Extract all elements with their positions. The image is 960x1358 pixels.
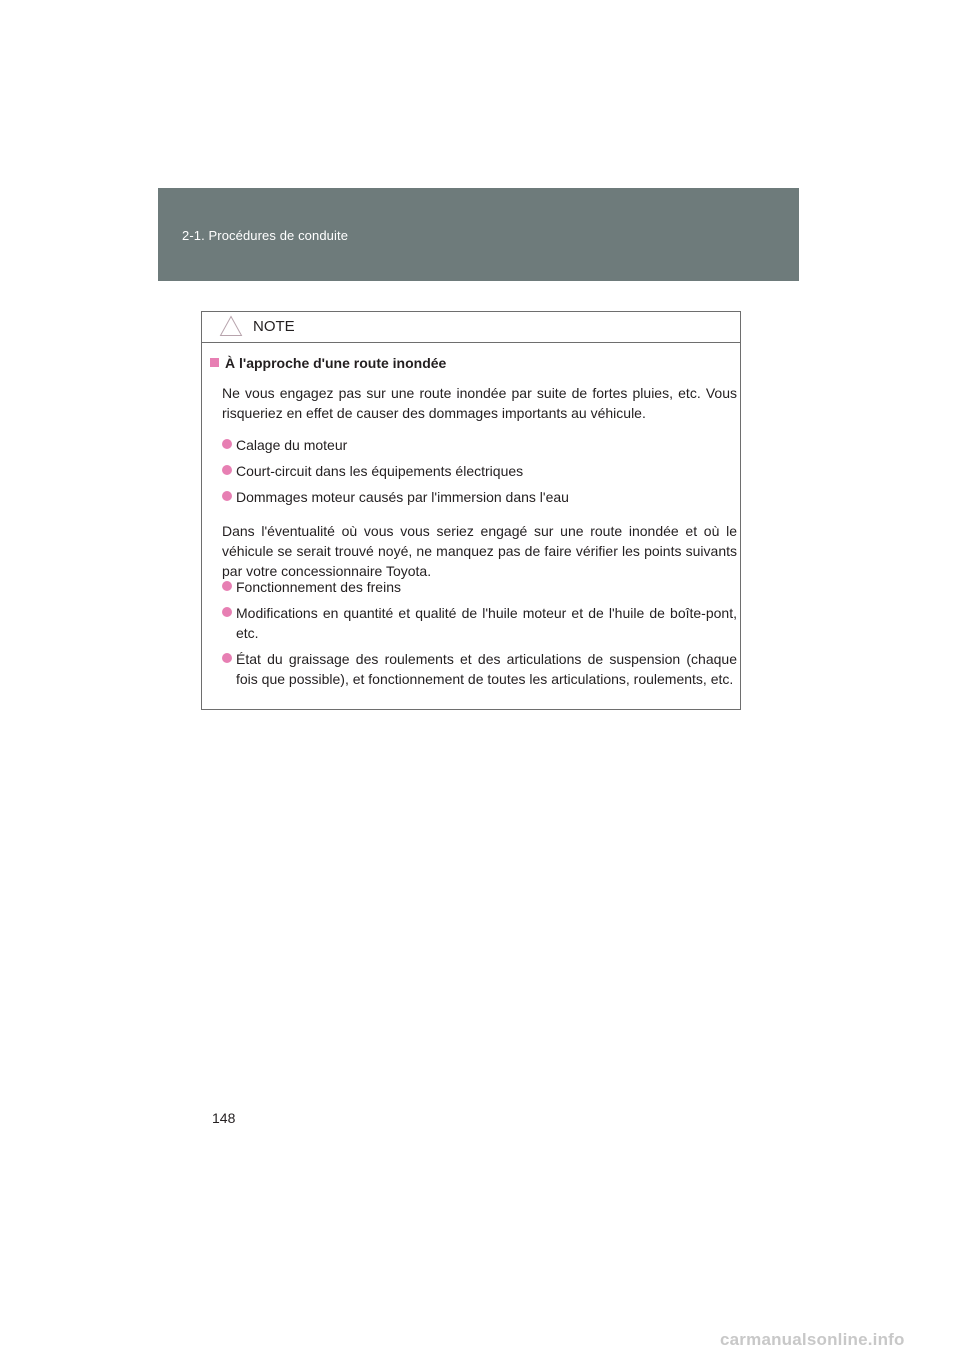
note-section-title [210, 355, 446, 371]
bullet-dot-icon [222, 491, 232, 501]
list-item: Fonctionnement des freins [222, 577, 737, 597]
list-item: État du graissage des roulements et des articulations de suspension (chaque fois que possible), et fonctionnement de toutes les articulations, roulements, etc. [222, 649, 737, 689]
bullet-dot-icon [222, 607, 232, 617]
square-bullet-icon [210, 358, 219, 367]
bullet-dot-icon [222, 465, 232, 475]
note-label: NOTE [253, 318, 295, 335]
section-title: 2-1. Procédures de conduite [182, 228, 349, 243]
warning-triangle-icon [219, 315, 243, 337]
list-item: Calage du moteur [222, 435, 737, 455]
note-title-text: À l'approche d'une route inondée [225, 355, 447, 371]
note-box [201, 311, 741, 710]
section-header-band [158, 188, 799, 281]
middle-paragraph: Dans l'éventualité où vous vous seriez engagé sur une route inondée et où le véhicule se serait trouvé noyé, ne manquez pas de faire vérifier les points suivants par votre concessionnaire Toyota. [222, 523, 737, 579]
page-number: 148 [212, 1110, 236, 1126]
bullet-dot-icon [222, 653, 232, 663]
intro-paragraph: Ne vous engagez pas sur une route inondée par suite de fortes pluies, etc. Vous risqueriez en effet de causer des dommages importants au véhicule. [222, 385, 737, 421]
note-header [202, 312, 740, 343]
bullet-dot-icon [222, 581, 232, 591]
bullet-dot-icon [222, 439, 232, 449]
list-item: Court-circuit dans les équipements électriques [222, 461, 737, 481]
list-item: Modifications en quantité et qualité de l'huile moteur et de l'huile de boîte-pont, etc. [222, 603, 737, 643]
watermark-text: carmanualsonline.info [720, 1330, 905, 1349]
list-item: Dommages moteur causés par l'immersion dans l'eau [222, 487, 737, 507]
